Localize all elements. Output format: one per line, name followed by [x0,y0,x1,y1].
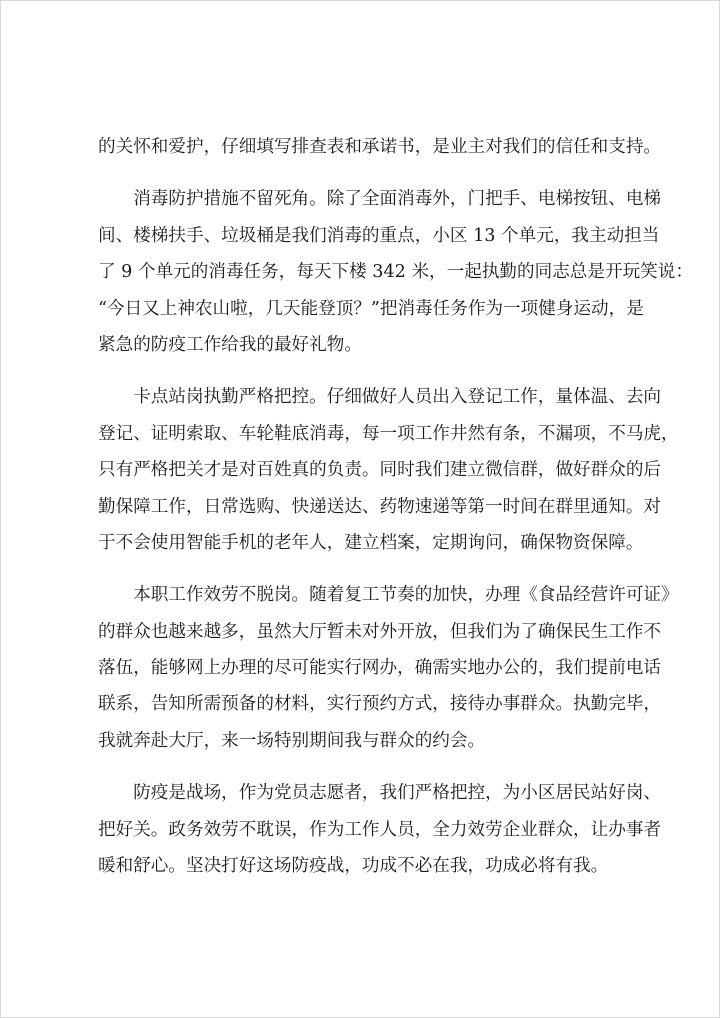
text-line: 紧急的防疫工作给我的最好礼物。 [98,334,362,355]
text-line: 把好关。政务效劳不耽误，作为工作人员，全力效劳企业群众，让办事者 [98,819,662,840]
paragraph-gap [98,363,625,379]
paragraph-5 [98,775,662,884]
paragraph-gap [98,561,625,577]
paragraph-3 [98,379,679,561]
text-line: 了 9 个单元的消毒任务，每天下楼 342 米，一起执勤的同志总是开玩笑说： [98,262,693,283]
text-line: 登记、证明索取、车轮鞋底消毒，每一项工作井然有条，不漏项，不马虎， [98,423,679,444]
paragraph-gap [98,759,625,775]
paragraph-4 [98,577,679,759]
text-line: 联系，告知所需预备的材料，实行预约方式，接待办事群众。执勤完毕， [98,694,662,715]
text-line: “今日又上神农山啦，几天能登顶？”把消毒任务作为一项健身运动，是 [98,298,644,319]
text-line: 卡点站岗执勤严格把控。仔细做好人员出入登记工作，量体温、去向 [98,387,662,408]
text-line: 本职工作效劳不脱岗。随着复工节奏的加快，办理《食品经营许可证》 [98,585,679,606]
paragraph-1 [98,129,662,165]
text-line: 暖和舒心。坚决打好这场防疫战，功成不必在我，功成必将有我。 [98,856,609,877]
document-body [98,129,693,884]
text-line: 落伍，能够网上办理的尽可能实行网办，确需实地办公的，我们提前电话 [98,658,662,679]
text-line: 的关怀和爱护，仔细填写排查表和承诺书，是业主对我们的信任和支持。 [98,137,662,157]
text-line: 于不会使用智能手机的老年人，建立档案，定期询问，确保物资保障。 [98,532,644,553]
text-line: 防疫是战场，作为党员志愿者，我们严格把控，为小区居民站好岗、 [98,783,662,804]
text-line: 的群众也越来越多，虽然大厅暂未对外开放，但我们为了确保民生工作不 [98,621,662,642]
text-line: 勤保障工作，日常选购、快递送达、药物速递等第一时间在群里通知。对 [98,496,662,517]
paragraph-2 [98,181,693,363]
text-line: 消毒防护措施不留死角。除了全面消毒外，门把手、电梯按钮、电梯 [98,189,662,210]
paragraph-gap [98,165,625,181]
text-line: 我就奔赴大厅，来一场特别期间我与群众的约会。 [98,730,486,751]
text-line: 间、楼梯扶手、垃圾桶是我们消毒的重点，小区 13 个单元，我主动担当 [98,225,660,246]
text-line: 只有严格把关才是对百姓真的负责。同时我们建立微信群，做好群众的后 [98,460,662,481]
